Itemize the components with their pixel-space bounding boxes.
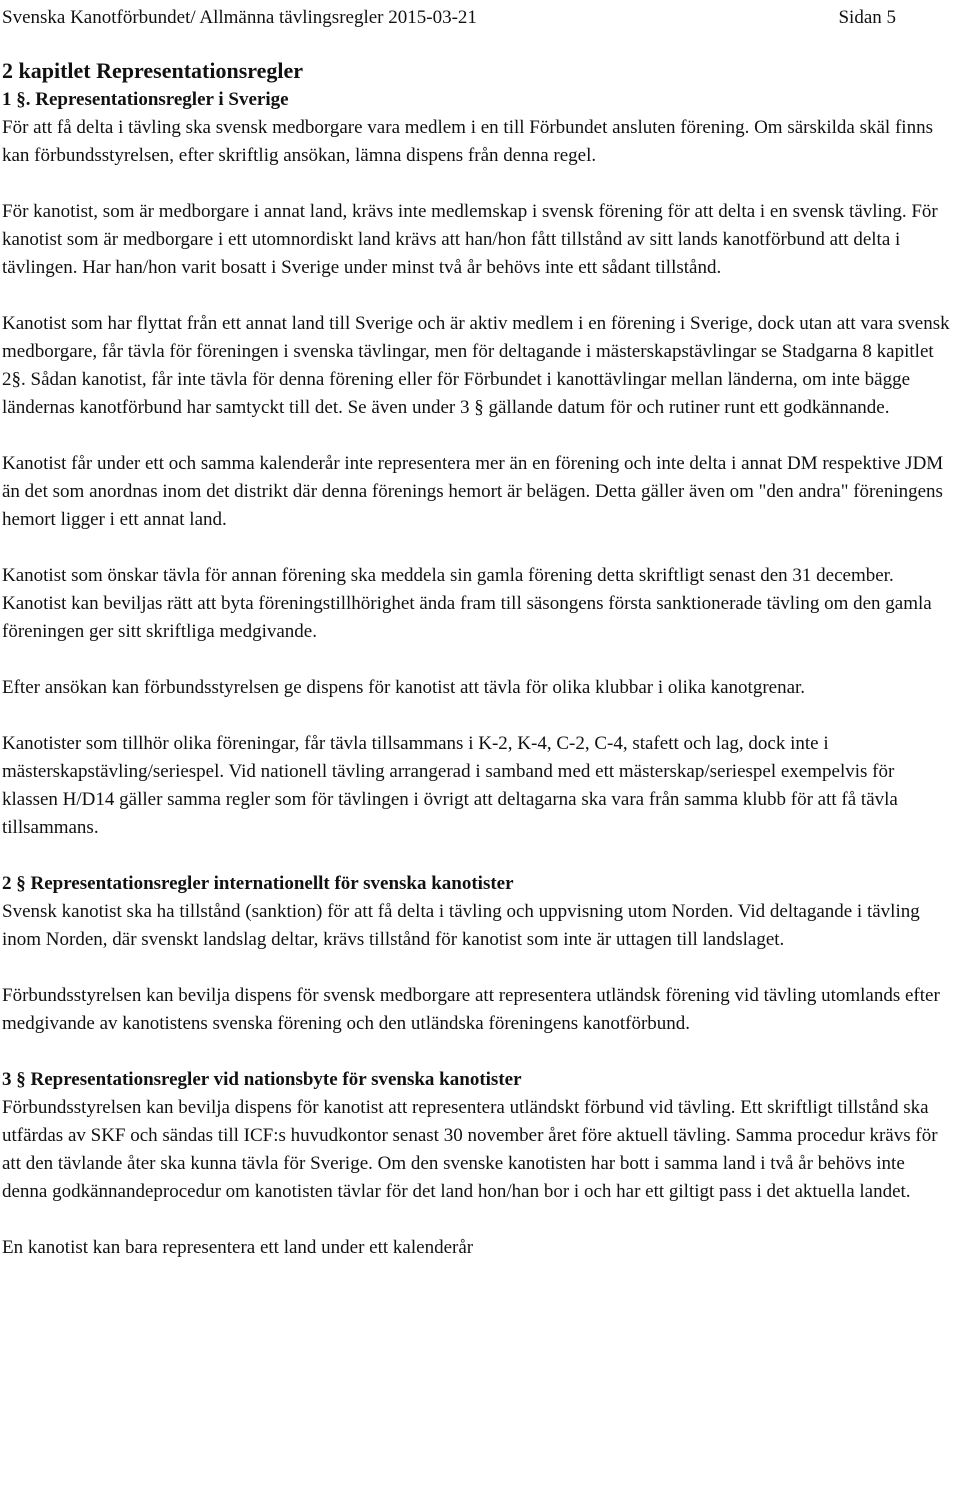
paragraph-gap: [2, 422, 952, 450]
section-2-paragraph-1: Svensk kanotist ska ha tillstånd (sanktion) för att få delta i tävling och uppvisning utom Norden. Vid deltagande i tävling inom Norden, där svenskt landslag deltar, krävs tillstånd för kanotist som inte är uttagen till landslaget.: [2, 901, 920, 950]
paragraph-gap: [2, 1038, 952, 1066]
paragraph-gap: [2, 954, 952, 982]
section-1-paragraph-2: För kanotist, som är medborgare i annat land, krävs inte medlemskap i svensk förening för att delta i en svensk tävling. För kanotist som är medborgare i ett utomnordiskt land krävs att han/hon fått tillstånd av sitt lands kanotförbund att delta i tävlingen. Har han/hon varit bosatt i Sverige under minst två år behövs inte ett sådant tillstånd.: [2, 201, 938, 278]
section-3-title: 3 § Representationsregler vid nationsbyte för svenska kanotister: [2, 1069, 522, 1090]
section-1-paragraph-7: Kanotister som tillhör olika föreningar, får tävla tillsammans i K-2, K-4, C-2, C-4, stafett och lag, dock inte i mästerskapstävling/seriespel. Vid nationell tävling arrangerad i samband med ett mästerskap/seriespel exempelvis för klassen H/D14 gäller samma regler som för tävlingen i övrigt att deltagarna ska vara från samma klubb för att få tävla tillsammans.: [2, 733, 898, 838]
paragraph-gap: [2, 842, 952, 870]
chapter-title: 2 kapitlet Representationsregler: [2, 58, 304, 83]
section-2-title: 2 § Representationsregler internationellt för svenska kanotister: [2, 873, 514, 894]
paragraph-gap: [2, 702, 952, 730]
section-1-paragraph-6: Efter ansökan kan förbundsstyrelsen ge dispens för kanotist att tävla för olika klubbar i olika kanotgrenar.: [2, 677, 806, 698]
section-1-title: 1 §. Representationsregler i Sverige: [2, 89, 289, 110]
header-page-number: Sidan 5: [838, 7, 896, 28]
paragraph-gap: [2, 534, 952, 562]
section-1-paragraph-4: Kanotist får under ett och samma kalenderår inte representera mer än en förening och inte delta i annat DM respektive JDM än det som anordnas inom det distrikt där denna förenings hemort är belägen. Detta gäller även om "den andra" föreningens hemort ligger i ett annat land.: [2, 453, 944, 530]
section-3-paragraph-2: En kanotist kan bara representera ett land under ett kalenderår: [2, 1237, 474, 1258]
paragraph-gap: [2, 1206, 952, 1234]
paragraph-gap: [2, 646, 952, 674]
paragraph-gap: [2, 170, 952, 198]
page-header: [2, 3, 922, 33]
section-2-paragraph-2: Förbundsstyrelsen kan bevilja dispens för svensk medborgare att representera utländsk förening vid tävling utomlands efter medgivande av kanotistens svenska förening och den utländska föreningens kanotförbund.: [2, 985, 940, 1034]
section-1-paragraph-5: Kanotist som önskar tävla för annan förening ska meddela sin gamla förening detta skriftligt senast den 31 december. Kanotist kan beviljas rätt att byta föreningstillhörighet ända fram till säsongens första sanktionerade tävling om den gamla föreningen ger sitt skriftliga medgivande.: [2, 565, 932, 642]
section-1-paragraph-3: Kanotist som har flyttat från ett annat land till Sverige och är aktiv medlem i en förening i Sverige, dock utan att vara svensk medborgare, får tävla för föreningen i svenska tävlingar, men för deltagande i mästerskapstävlingar se Stadgarna 8 kapitlet 2§. Sådan kanotist, får inte tävla för denna förening eller för Förbundet i kanottävlingar mellan länderna, om inte bägge ländernas kanotförbund har samtyckt till det. Se även under 3 § gällande datum för och rutiner runt ett godkännande.: [2, 313, 950, 418]
section-1-paragraph-1: För att få delta i tävling ska svensk medborgare vara medlem i en till Förbundet ansluten förening. Om särskilda skäl finns kan förbundsstyrelsen, efter skriftlig ansökan, lämna dispens från denna regel.: [2, 117, 933, 166]
section-3-paragraph-1: Förbundsstyrelsen kan bevilja dispens för kanotist att representera utländskt förbund vid tävling. Ett skriftligt tillstånd ska utfärdas av SKF och sändas till ICF:s huvudkontor senast 30 november året före aktuell tävling. Samma procedur krävs för att den tävlande åter ska kunna tävla för Sverige. Om den svenske kanotisten har bott i samma land i två år behövs inte denna godkännandeprocedur om kanotisten tävlar för det land hon/han bor i och har ett giltigt pass i det aktuella landet.: [2, 1097, 938, 1202]
paragraph-gap: [2, 282, 952, 310]
header-document-title: Svenska Kanotförbundet/ Allmänna tävlingsregler 2015-03-21: [2, 7, 477, 28]
document-body: [2, 56, 952, 1262]
